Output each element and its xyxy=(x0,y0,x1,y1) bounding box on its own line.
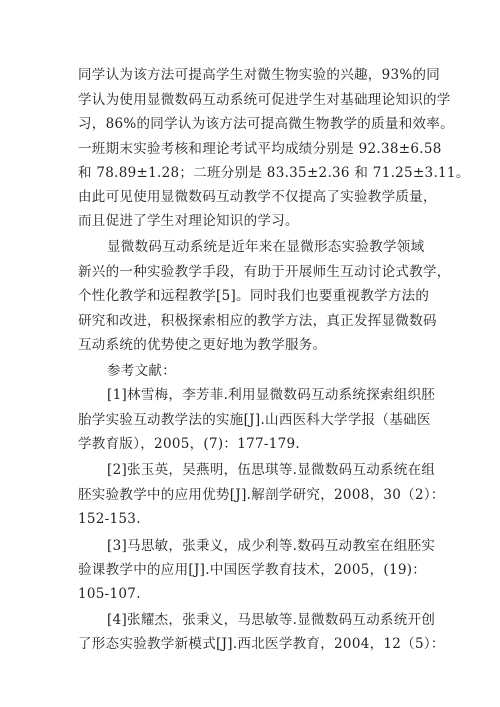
reference-2-line: 152-153. xyxy=(78,511,141,527)
text-line: 由此可见使用显微数码互动教学不仅提高了实验教学质量， xyxy=(78,189,437,205)
reference-3-line: 105-107. xyxy=(78,586,141,602)
reference-1-line: [1]林雪梅，李芳菲.利用显微数码互动系统探索组织胚 xyxy=(107,387,436,403)
text-line: 和 78.89±1.28；二班分别是 83.35±2.36 和 71.25±3.11。 xyxy=(78,165,470,181)
text-line: 研究和改进，积极探索相应的教学方法，真正发挥显微数码 xyxy=(78,313,437,329)
reference-2-line: 胚实验教学中的应用优势[J].解剖学研究，2008，30（2）： xyxy=(78,487,445,503)
reference-4-line: [4]张耀杰，张秉义，马思敏等.显微数码互动系统开创 xyxy=(107,612,436,628)
text-line: 同学认为该方法可提高学生对微生物实验的兴趣，93%的同 xyxy=(78,67,441,83)
reference-1-line: 胎学实验互动教学法的实施[J].山西医科大学学报（基础医 xyxy=(78,412,431,428)
reference-3-line: 验课教学中的应用[J].中国医学教育技术，2005，(19)： xyxy=(78,562,427,578)
text-line: 新兴的一种实验教学手段，有助于开展师生互动讨论式教学， xyxy=(78,264,451,280)
text-line: 个性化教学和远程教学[5]。同时我们也要重视教学方法的 xyxy=(78,288,430,304)
text-line: 学认为使用显微数码互动系统可促进学生对基础理论知识的学 xyxy=(78,92,451,108)
text-line: 而且促进了学生对理论知识的学习。 xyxy=(78,213,299,229)
paragraph-first-line: 显微数码互动系统是近年来在显微形态实验教学领域 xyxy=(107,239,425,255)
reference-4-line: 了形态实验教学新模式[J].西北医学教育，2004，12（5）： xyxy=(78,636,445,652)
text-line: 一班期末实验考核和理论考试平均成绩分别是 92.38±6.58 xyxy=(78,141,442,157)
text-line: 习，86%的同学认为该方法可提高微生物教学的质量和效率。 xyxy=(78,116,454,132)
reference-3-line: [3]马思敏，张秉义，成少利等.数码互动教室在组胚实 xyxy=(107,538,436,554)
references-heading: 参考文献： xyxy=(107,363,176,379)
text-line: 互动系统的优势使之更好地为教学服务。 xyxy=(78,337,327,353)
reference-1-line: 学教育版），2005，(7)：177-179. xyxy=(78,436,301,452)
reference-2-line: [2]张玉英，吴燕明，伍思琪等.显微数码互动系统在组 xyxy=(107,462,436,478)
